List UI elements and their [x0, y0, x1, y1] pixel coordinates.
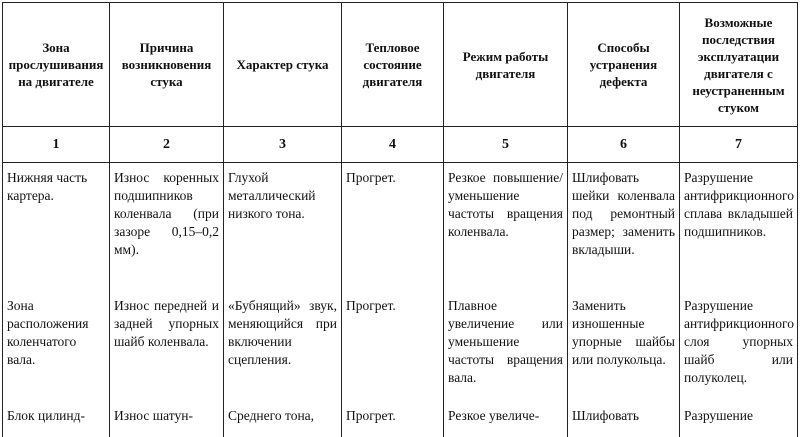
table-cell: Прогрет. [342, 291, 444, 401]
table-cell: Резкое увеличе- [444, 401, 568, 437]
table-cell: Разрушение [680, 401, 798, 437]
column-number: 6 [568, 127, 680, 163]
column-number: 1 [3, 127, 110, 163]
table-cell: Износ шатун- [110, 401, 224, 437]
header-row [3, 3, 798, 127]
header-cell: Режим работы двигателя [444, 3, 568, 127]
column-number: 2 [110, 127, 224, 163]
table-cell: Глухой металлический низкого тона. [224, 163, 342, 292]
engine-knock-table [2, 2, 798, 437]
column-number: 4 [342, 127, 444, 163]
column-number: 7 [680, 127, 798, 163]
header-cell: Возможные последствия эксплуатации двигателя с неустраненным стуком [680, 3, 798, 127]
table-cell: Износ передней и задней упорных шайб коленвала. [110, 291, 224, 401]
header-cell: Способы устранения дефекта [568, 3, 680, 127]
column-number-row [3, 127, 798, 163]
header-cell: Характер стука [224, 3, 342, 127]
column-number: 3 [224, 127, 342, 163]
table-cell: Среднего тона, [224, 401, 342, 437]
column-number: 5 [444, 127, 568, 163]
table-row [3, 291, 798, 401]
table-cell: Нижняя часть картера. [3, 163, 110, 292]
table-cell: Шлифовать [568, 401, 680, 437]
table-cell: Прогрет. [342, 401, 444, 437]
table-cell: Блок цилинд- [3, 401, 110, 437]
table-cell: Разрушение антифрикционного сплава вкладышей подшипников. [680, 163, 798, 292]
header-cell: Причина возникновения стука [110, 3, 224, 127]
table-cell: Прогрет. [342, 163, 444, 292]
table-cell: Шлифовать шейки коленвала под ремонтный размер; заменить вкладыши. [568, 163, 680, 292]
table-cell: Резкое повышение/уменьшение частоты вращения коленвала. [444, 163, 568, 292]
table-cell: «Бубнящий» звук, меняющийся при включении сцепления. [224, 291, 342, 401]
header-cell: Тепловое состояние двигателя [342, 3, 444, 127]
table-cell: Заменить изношенные упорные шайбы или полукольца. [568, 291, 680, 401]
header-cell: Зона прослушивания на двигателе [3, 3, 110, 127]
table-cell: Плавное увеличение или уменьшение частоты вращения вала. [444, 291, 568, 401]
table-cell: Разрушение антифрикционного слоя упорных шайб или полуколец. [680, 291, 798, 401]
table-row [3, 163, 798, 292]
table-cell: Зона расположения коленчатого вала. [3, 291, 110, 401]
table-cell: Износ коренных подшипников коленвала (при зазоре 0,15–0,2 мм). [110, 163, 224, 292]
